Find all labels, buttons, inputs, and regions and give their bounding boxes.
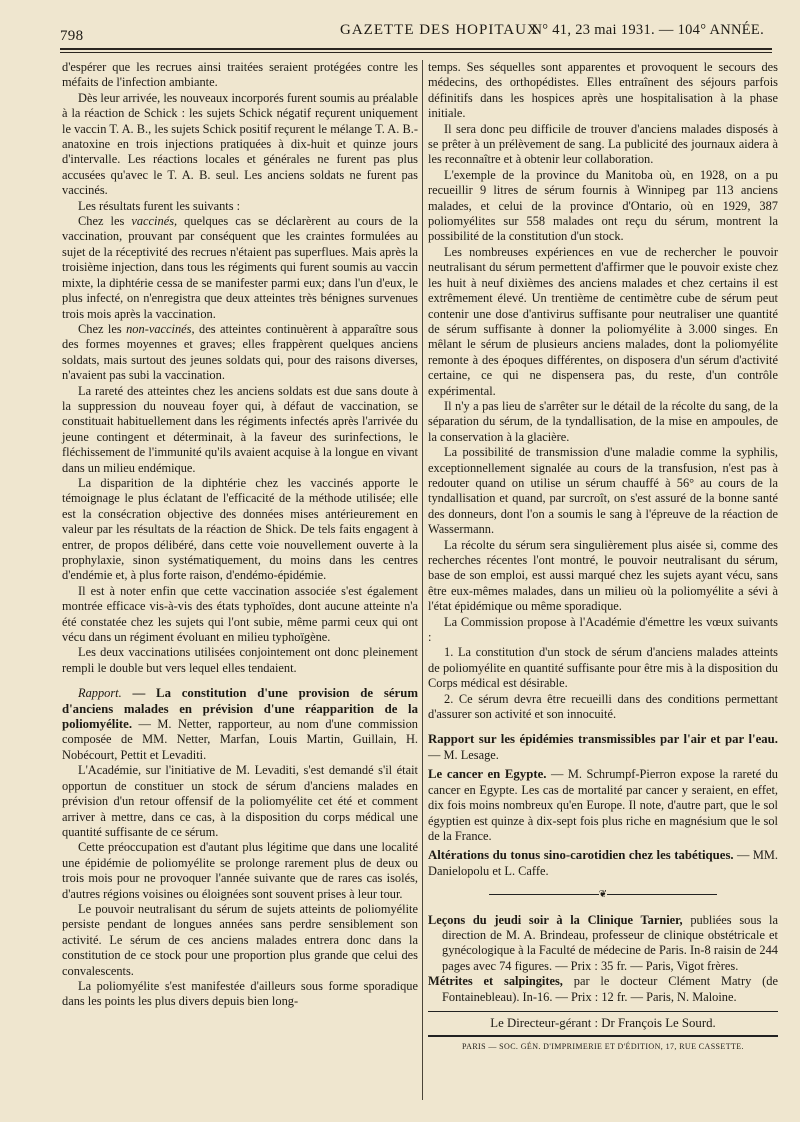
printer-line: PARIS — SOC. GÉN. D'IMPRIMERIE ET D'ÉDITION, 17, RUE CASSETTE. — [428, 1035, 778, 1054]
paragraph: L'exemple de la province du Manitoba où, en 1928, on a pu recueillir 9 litres de sérum fournis à Winnipeg par 113 anciens malades, et celui de la province d'Ontario, où en 1929, 387 poliomyélites sur 558 malades ont reçu du sérum, montrent la possibilité de la constitution d'un stock. — [428, 167, 778, 244]
section-body: — M. Schrumpf-Pierron expose la rareté du cancer en Egypte. Les cas de mortalité par cancer y seraient, en effet, dix fois moins nombreux qu'en Europe. Il note, d'autre part, que le sol égyptien est quinze à dix-sept fois plus riche en magnésium que le sol de la France. — [428, 767, 778, 843]
ornament-divider: ❦ — [428, 887, 778, 902]
paragraph: Dès leur arrivée, les nouveaux incorporés furent soumis au préalable à la réaction de Schick : les sujets Schick négatif reçurent uniquement le vaccin T. A. B., les sujets Schick positif reçurent le mélange T. A. B.-anatoxine en trois injections pratiquées à dix-huit et quinze jours d'intervalle. Les réactions locales et générales ne furent pas plus accusées qu'avec le T. A. B. seul. Les anciens soldats ne furent pas vaccinés. — [62, 90, 418, 198]
left-column — [62, 60, 418, 1010]
section-heading — [428, 767, 778, 844]
paragraph: La Commission propose à l'Académie d'émettre les vœux suivants : — [428, 614, 778, 645]
resolution-item: 1. La constitution d'un stock de sérum d'anciens malades atteints de poliomyélite en quantité suffisante pour être mis à la disposition du Corps médical est désirable. — [428, 645, 778, 691]
rapport-title: — La constitution d'une provision de sérum d'anciens malades en prévision d'une réapparition de la poliomyélite. — [62, 686, 418, 732]
book-notice — [428, 974, 778, 1005]
footer-rule — [428, 1011, 778, 1012]
paragraph: La rareté des atteintes chez les anciens soldats est due sans doute à la suppression du nouveau foyer qui, à défaut de vaccination, se constituait habituellement dans les régiments infectés après l'arrivée du jeune contingent et déterminait, à la faveur des surinfections, le fléchissement de l'immunité qu'ils avaient acquise à la longue en vivant dans un milieu endémique. — [62, 383, 418, 475]
resolution-item: 2. Ce sérum devra être recueilli dans des conditions permettant d'assurer son activité et son innocuité. — [428, 691, 778, 722]
page-header — [60, 22, 772, 42]
page-number: 798 — [60, 28, 84, 44]
section-author: — M. Lesage. — [428, 747, 499, 762]
section-title: Rapport sur les épidémies transmissibles par l'air et par l'eau. — [428, 732, 778, 747]
paragraph: Il est à noter enfin que cette vaccination associée s'est également montrée efficace vis-à-vis des états typhoïdes, dont aucune atteinte n'a été constatée chez les sujets qui l'ont subie, même parmi ceux qui ont vécu dans un régiment évoluant en milieu typhoïgène. — [62, 583, 418, 645]
emphasis: non-vaccinés, — [126, 321, 195, 336]
book-notice — [428, 913, 778, 975]
paragraph: temps. Ses séquelles sont apparentes et provoquent le secours des médecins, des orthopédistes. Elles entraînent des séjours parfois définitifs dans les hospices après une hospitalisation à la phase initiale. — [428, 60, 778, 121]
paragraph: Il sera donc peu difficile de trouver d'anciens malades disposés à se prêter à un prélèvement de sang. La publicité des journaux aidera à les reconnaître et à obtenir leur collaboration. — [428, 121, 778, 167]
paragraph: Les nombreuses expériences en vue de rechercher le pouvoir neutralisant du sérum permettent d'affirmer que le pouvoir existe chez les huit à neuf dixièmes des anciens malades et chez certains il est extrêmement élevé. Un trentième de centimètre cube de sérum peut contenir une dose d'antivirus suffisante pour neutraliser une quantité de sérum suffisante à donner la poliomyélite à 3.000 singes. En mêlant le sérum de plusieurs anciens malades, dont la poliomyélite remonte à des époques différentes, on disposera d'un sérum d'activité certaine, ce qui ne dispensera pas, du reste, d'un contrôle expérimental. — [428, 244, 778, 398]
text-run: Chez les — [78, 321, 127, 336]
paragraph: Il n'y a pas lieu de s'arrêter sur le détail de la récolte du sang, de la séparation du sérum, de la tyndallisation, de la mise en ampoules, de la conservation à la glacière. — [428, 398, 778, 444]
rapport-heading — [62, 686, 418, 763]
paragraph: Les deux vaccinations utilisées conjointement ont donc pleinement rempli le double but vers lequel elles tendaient. — [62, 645, 418, 675]
paragraph: d'espérer que les recrues ainsi traitées seraient protégées contre les méfaits de l'infection ambiante. — [62, 60, 418, 90]
paragraph: La récolte du sérum sera singulièrement plus aisée si, comme des recherches récentes l'ont montré, le pouvoir neutralisant du sérum, base de son emploi, est aussi marqué chez les sujets ayant vécu, sans être eux-mêmes malades, dans un milieu où la poliomyélite a sévi à l'état épidémique ou même sporadique. — [428, 537, 778, 614]
section-author: — MM. Danielopolu et L. Caffe. — [428, 848, 779, 878]
section-heading — [428, 732, 778, 763]
paragraph — [62, 322, 418, 384]
rapport-commission: — M. Netter, rapporteur, au nom d'une commission composée de MM. Netter, Marfan, Louis Martin, Guillain, H. Nobécourt, Pettit et Levaditi. — [62, 717, 418, 762]
text-run: des atteintes continuèrent à apparaître sous des formes moyennes et graves; elles frappèrent quelques anciens soldats, mais surtout des jeunes soldats qui, pour des raisons diverses, n'avaient pas subi la vaccination. — [62, 321, 418, 383]
paragraph: La poliomyélite s'est manifestée d'ailleurs sous forme sporadique dans les points les plus divers depuis bien long- — [62, 978, 418, 1009]
section-title: Le cancer en Egypte. — [428, 767, 547, 782]
rapport-label: Rapport. — [78, 686, 122, 701]
book-title: Leçons du jeudi soir à la Clinique Tarnier, — [428, 912, 683, 927]
director-line: Le Directeur-gérant : Dr François Le Sourd. — [490, 1015, 716, 1030]
book-title: Métrites et salpingites, — [428, 974, 563, 989]
emphasis: vaccinés, — [131, 214, 178, 229]
section-heading — [428, 848, 778, 879]
journal-title: GAZETTE DES HOPITAUX — [340, 22, 539, 38]
paragraph: La possibilité de transmission d'une maladie comme la syphilis, exceptionnellement signalée au cours de la transfusion, n'est pas à redouter quand on utilise un sérum chauffé à 56° au cours de la tyndallisation et quand, par surcroît, on s'est assuré de la bonne santé des donneurs, dont l'on a soumis le sang à l'épreuve de la réaction de Wassermann. — [428, 445, 778, 537]
column-separator — [422, 60, 423, 1100]
paragraph: L'Académie, sur l'initiative de M. Levaditi, s'est demandé s'il était opportun de constituer un stock de sérum d'anciens malades en prévision d'un retour offensif de la poliomyélite cet été et comment arriver à mettre, dans ce cas, à la disposition du corps médical une quantité suffisante de ce sérum. — [62, 763, 418, 839]
paragraph: Les résultats furent les suivants : — [78, 198, 241, 213]
book-details: par le docteur Clément Matry (de Fontainebleau). In-16. — Prix : 12 fr. — Paris, N. Maloine. — [442, 974, 778, 1004]
header-rule-thin — [60, 52, 772, 53]
issue-info: N° 41, 23 mai 1931. — 104° ANNÉE. — [531, 22, 764, 38]
paragraph: Le pouvoir neutralisant du sérum de sujets atteints de poliomyélite persiste pendant de longues années sans perdre sensiblement son activité. Le sérum de ces anciens malades entrera donc dans la constitution de ce stock pour une proportion plus grande que celui des convalescents. — [62, 901, 418, 978]
book-details: publiées sous la direction de M. A. Brindeau, professeur de clinique obstétricale et gynécologique à la Faculté de médecine de Paris. In-8 raisin de 244 pages avec 74 figures. — Prix : 35 fr. — Paris, Vigot frères. — [442, 912, 778, 973]
paragraph: Cette préoccupation est d'autant plus légitime que dans une localité une épidémie de poliomyélite se prolonge rarement plus de deux ou trois mois pour ne provoquer l'année suivante que de rares cas isolés, d'autres régions voisines ou éloignées sont souvent prises à leur tour. — [62, 840, 418, 901]
section-title: Altérations du tonus sino-carotidien chez les tabétiques. — [428, 848, 734, 863]
paragraph: La disparition de la diphtérie chez les vaccinés apporte le témoignage le plus éclatant de l'efficacité de la méthode utilisée; elle est la consécration objective des données mises antérieurement en valeur par les résultats de la réaction de Shick. De tels faits engagent à entrer, de propos délibéré, dans cette voie nouvellement ouverte à la prophylaxie, sinon systématiquement, du moins dans les centres d'endémie et, à plus forte raison, d'endémo-épidémie. — [62, 475, 418, 583]
right-column — [428, 60, 778, 1055]
header-rule — [60, 48, 772, 50]
text-run: Chez les — [78, 214, 132, 229]
text-run: quelques cas se déclarèrent au cours de la vaccination, prouvant par conséquent que les craintes formulées au sujet de la réceptivité des recrues n'étaient pas superflues. Mais après la troisième injection, dans tous les régiments qui furent soumis au vaccin mixte, la diphtérie cessa de se manifester parmi eux; dans l'un d'eux, le plus infecté, on n'enregistra que deux atteintes très bénignes survenues trois mois après la vaccination. — [62, 214, 419, 321]
paragraph — [62, 214, 418, 322]
